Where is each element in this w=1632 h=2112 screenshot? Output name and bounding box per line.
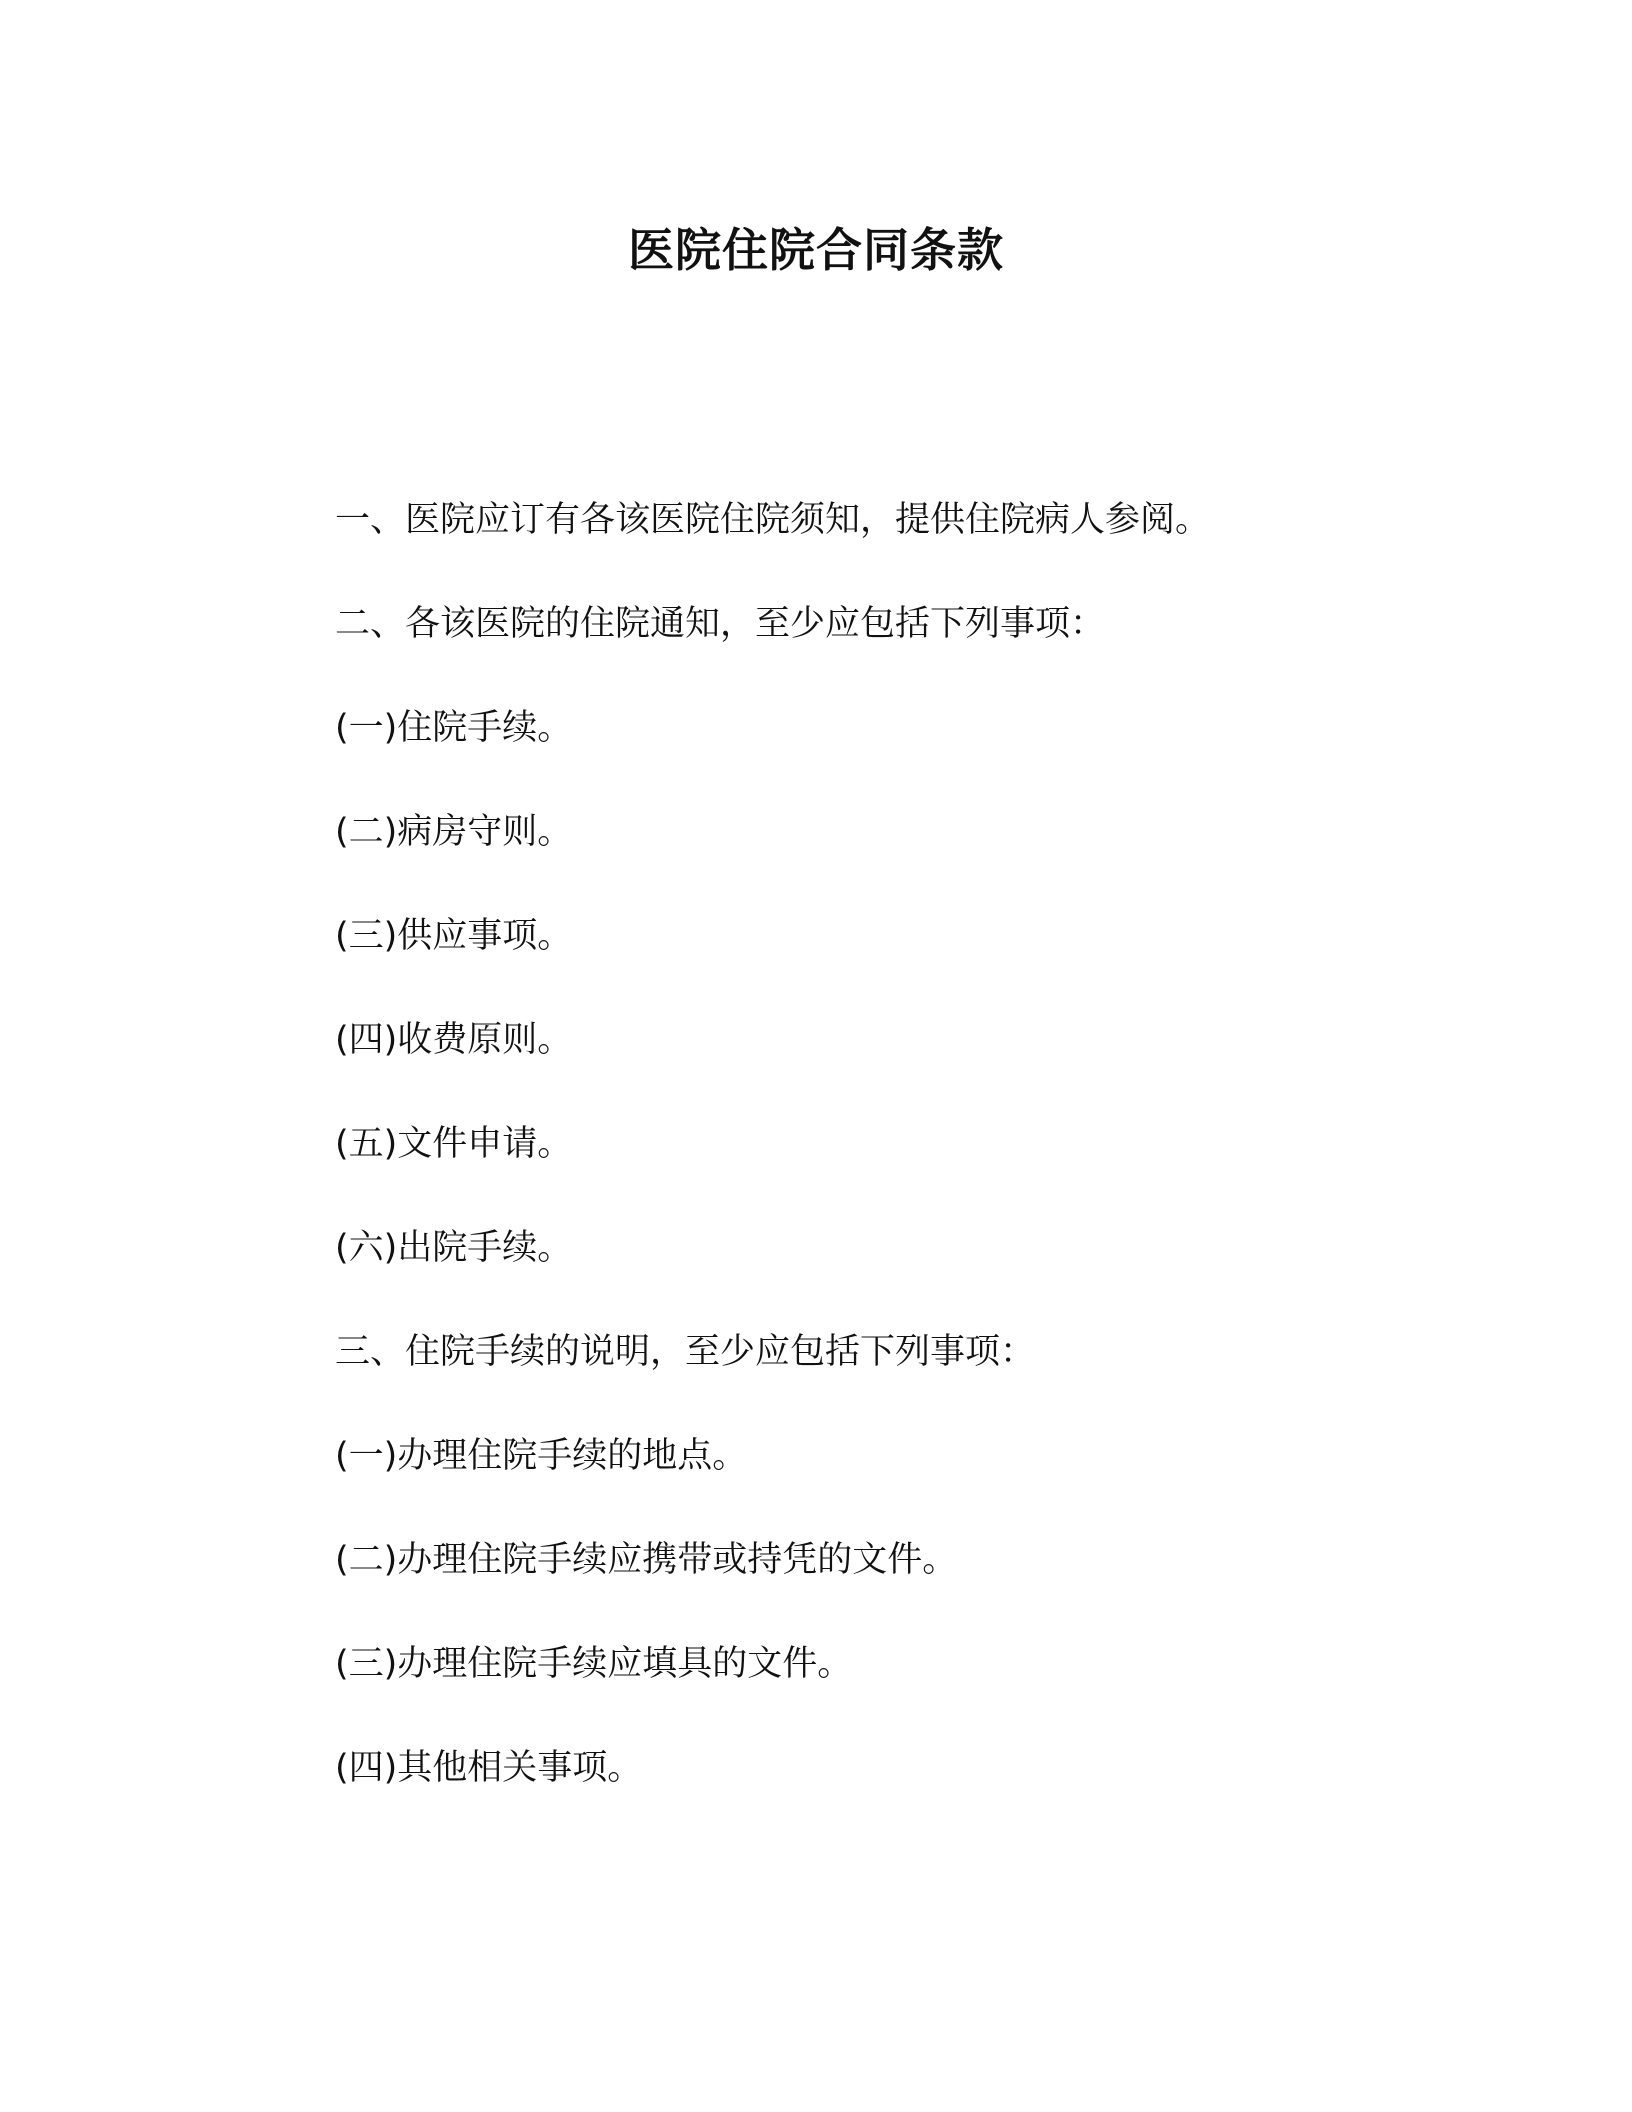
clause-3-item-1: (一)办理住院手续的地点。 xyxy=(335,1436,748,1476)
clause-3-item-4: (四)其他相关事项。 xyxy=(335,1748,643,1788)
clause-2-item-1: (一)住院手续。 xyxy=(335,708,573,748)
clause-3: 三、住院手续的说明，至少应包括下列事项： xyxy=(335,1332,1036,1372)
document-title: 医院住院合同条款 xyxy=(628,223,1004,277)
clause-2-item-3: (三)供应事项。 xyxy=(335,916,573,956)
clause-1: 一、医院应订有各该医院住院须知，提供住院病人参阅。 xyxy=(335,500,1211,540)
document-body xyxy=(335,492,1435,1844)
clause-3-item-3: (三)办理住院手续应填具的文件。 xyxy=(335,1644,853,1684)
clause-2-item-6: (六)出院手续。 xyxy=(335,1228,573,1268)
clause-2-item-2: (二)病房守则。 xyxy=(335,812,573,852)
clause-2-item-4: (四)收费原则。 xyxy=(335,1020,573,1060)
clause-3-item-2: (二)办理住院手续应携带或持凭的文件。 xyxy=(335,1540,958,1580)
clause-2-item-5: (五)文件申请。 xyxy=(335,1124,573,1164)
clause-2: 二、各该医院的住院通知，至少应包括下列事项： xyxy=(335,604,1106,644)
